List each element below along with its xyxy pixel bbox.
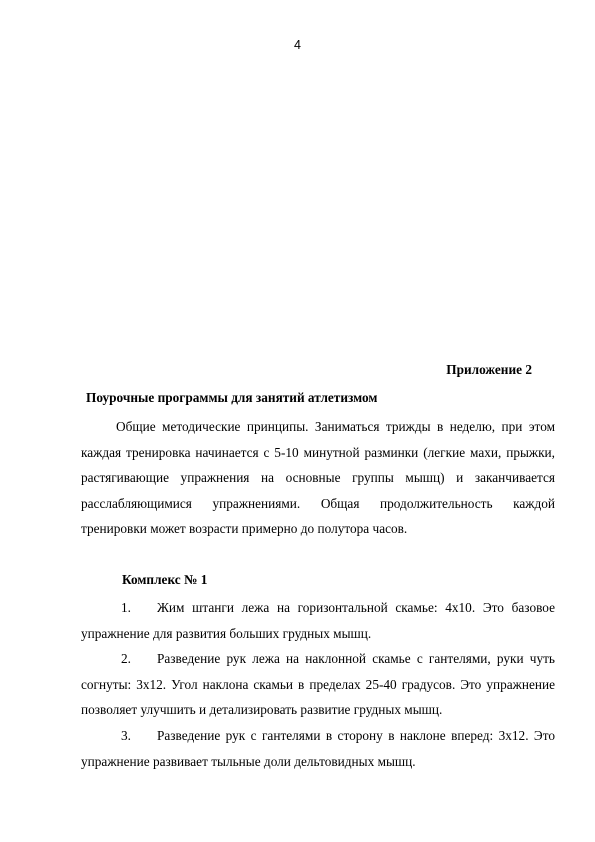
exercise-text: Жим штанги лежа на горизонтальной скамье: 4х10. Это базовое упражнение для развития больших грудных мышц. xyxy=(81,600,555,641)
appendix-label: Приложение 2 xyxy=(446,362,532,377)
exercise-text: Разведение рук с гантелями в сторону в наклоне вперед: 3х12. Это упражнение развивает тыльные доли дельтовидных мышц. xyxy=(81,727,555,769)
complex-heading: Комплекс № 1 xyxy=(122,572,208,587)
exercise-item xyxy=(81,646,555,723)
document-title: Поурочные программы для занятий атлетизмом xyxy=(86,390,378,405)
exercise-number: 1. xyxy=(121,600,131,615)
exercise-item xyxy=(81,723,555,774)
exercise-number: 2. xyxy=(121,651,131,667)
exercise-item xyxy=(81,595,555,646)
exercise-text: Разведение рук лежа на наклонной скамье с гантелями, руки чуть согнуты: 3х12. Угол наклона скамьи в пределах 25-40 градусов. Это упражнение позволяет улучшить и детализировать развитие грудных мышц. xyxy=(81,651,555,718)
page-number: 4 xyxy=(294,38,301,52)
intro-paragraph: Общие методические принципы. Заниматься трижды в неделю, при этом каждая тренировка начинается с 5-10 минутной разминки (легкие махи, прыжки, растягивающие упражнения на основные группы мышц) и заканчивается расслабляющимися упражнениями. Общая продолжительность каждой тренировки может возрасти примерно до полутора часов. xyxy=(81,419,555,537)
exercise-number: 3. xyxy=(121,727,131,743)
exercise-list xyxy=(81,595,555,774)
